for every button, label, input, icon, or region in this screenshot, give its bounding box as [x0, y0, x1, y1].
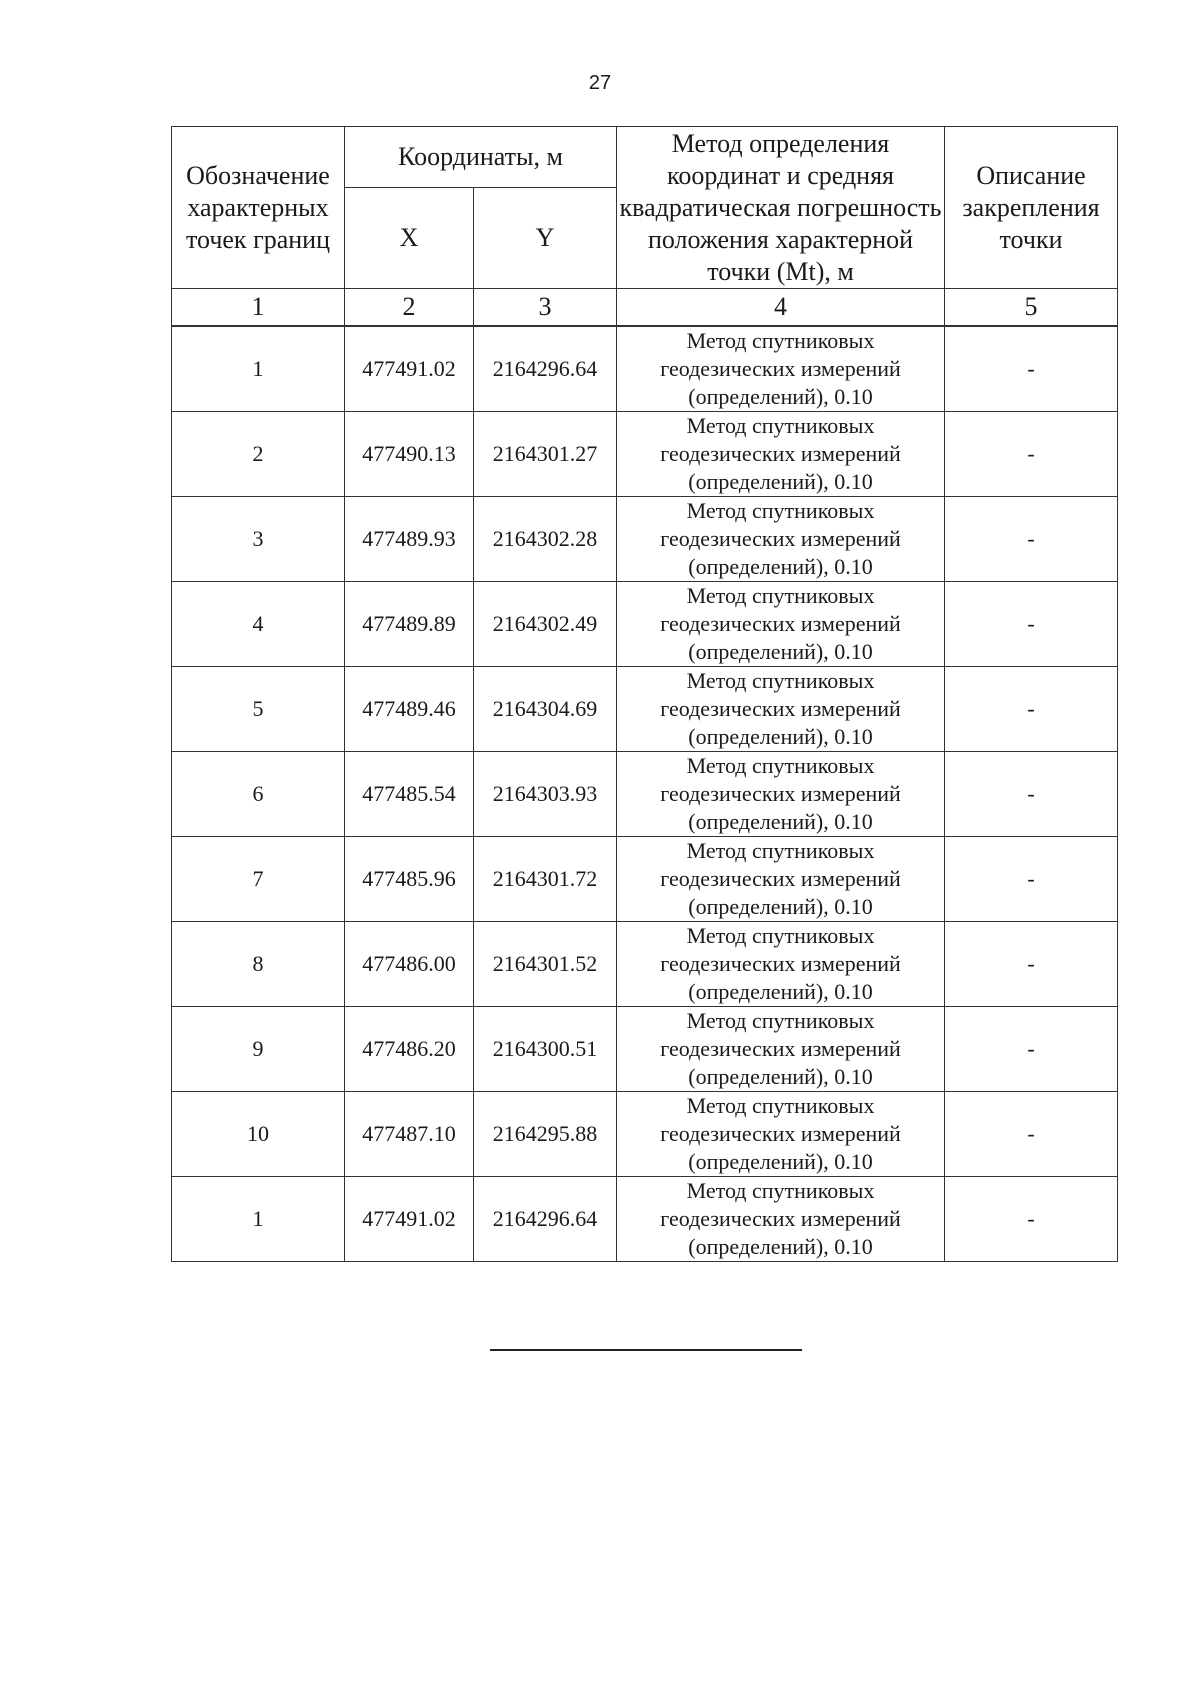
- method-cell: Метод спутниковых геодезических измерений (определений), 0.10: [617, 667, 945, 752]
- table-row: [172, 1177, 1118, 1262]
- header-method: Метод определения координат и средняя квадратическая погрешность положения характерной точки (Mt), м: [617, 127, 945, 289]
- table-row: [172, 497, 1118, 582]
- table-row: [172, 582, 1118, 667]
- point-cell: 10: [172, 1092, 345, 1177]
- point-cell: 9: [172, 1007, 345, 1092]
- point-cell: 3: [172, 497, 345, 582]
- table-row: [172, 1007, 1118, 1092]
- y-cell: 2164295.88: [474, 1092, 617, 1177]
- table-row: [172, 412, 1118, 497]
- y-cell: 2164296.64: [474, 1177, 617, 1262]
- method-cell: Метод спутниковых геодезических измерений (определений), 0.10: [617, 1092, 945, 1177]
- x-cell: 477489.89: [345, 582, 474, 667]
- description-cell: -: [945, 837, 1118, 922]
- y-cell: 2164303.93: [474, 752, 617, 837]
- x-cell: 477491.02: [345, 1177, 474, 1262]
- method-cell: Метод спутниковых геодезических измерений (определений), 0.10: [617, 412, 945, 497]
- description-cell: -: [945, 922, 1118, 1007]
- y-cell: 2164300.51: [474, 1007, 617, 1092]
- header-x: X: [345, 188, 474, 289]
- x-cell: 477486.00: [345, 922, 474, 1007]
- method-cell: Метод спутниковых геодезических измерений (определений), 0.10: [617, 1177, 945, 1262]
- column-number-row: [172, 289, 1118, 327]
- point-cell: 5: [172, 667, 345, 752]
- x-cell: 477491.02: [345, 326, 474, 412]
- table-row: [172, 922, 1118, 1007]
- column-number: 2: [345, 289, 474, 327]
- table-row: [172, 1092, 1118, 1177]
- column-number: 1: [172, 289, 345, 327]
- y-cell: 2164296.64: [474, 326, 617, 412]
- y-cell: 2164304.69: [474, 667, 617, 752]
- method-cell: Метод спутниковых геодезических измерений (определений), 0.10: [617, 582, 945, 667]
- method-cell: Метод спутниковых геодезических измерений (определений), 0.10: [617, 1007, 945, 1092]
- point-cell: 7: [172, 837, 345, 922]
- y-cell: 2164301.27: [474, 412, 617, 497]
- x-cell: 477485.54: [345, 752, 474, 837]
- method-cell: Метод спутниковых геодезических измерений (определений), 0.10: [617, 837, 945, 922]
- y-cell: 2164301.72: [474, 837, 617, 922]
- x-cell: 477486.20: [345, 1007, 474, 1092]
- point-cell: 1: [172, 1177, 345, 1262]
- description-cell: -: [945, 497, 1118, 582]
- x-cell: 477487.10: [345, 1092, 474, 1177]
- header-coordinates: Координаты, м: [345, 127, 617, 188]
- method-cell: Метод спутниковых геодезических измерений (определений), 0.10: [617, 326, 945, 412]
- description-cell: -: [945, 1177, 1118, 1262]
- page-number: 27: [588, 72, 612, 94]
- description-cell: -: [945, 326, 1118, 412]
- y-cell: 2164302.49: [474, 582, 617, 667]
- header-description: Описание закрепления точки: [945, 127, 1118, 289]
- table-row: [172, 837, 1118, 922]
- description-cell: -: [945, 667, 1118, 752]
- x-cell: 477485.96: [345, 837, 474, 922]
- x-cell: 477490.13: [345, 412, 474, 497]
- point-cell: 2: [172, 412, 345, 497]
- header-designation: Обозначение характерных точек границ: [172, 127, 345, 289]
- coordinates-table: [171, 126, 1118, 1262]
- column-number: 3: [474, 289, 617, 327]
- method-cell: Метод спутниковых геодезических измерений (определений), 0.10: [617, 922, 945, 1007]
- table-row: [172, 326, 1118, 412]
- method-cell: Метод спутниковых геодезических измерений (определений), 0.10: [617, 497, 945, 582]
- y-cell: 2164301.52: [474, 922, 617, 1007]
- description-cell: -: [945, 1092, 1118, 1177]
- method-cell: Метод спутниковых геодезических измерений (определений), 0.10: [617, 752, 945, 837]
- footer-divider: [490, 1349, 802, 1351]
- x-cell: 477489.46: [345, 667, 474, 752]
- y-cell: 2164302.28: [474, 497, 617, 582]
- description-cell: -: [945, 752, 1118, 837]
- description-cell: -: [945, 412, 1118, 497]
- header-row: [172, 127, 1118, 188]
- description-cell: -: [945, 1007, 1118, 1092]
- header-y: Y: [474, 188, 617, 289]
- description-cell: -: [945, 582, 1118, 667]
- point-cell: 6: [172, 752, 345, 837]
- point-cell: 1: [172, 326, 345, 412]
- column-number: 4: [617, 289, 945, 327]
- table-body: [172, 326, 1118, 1262]
- point-cell: 8: [172, 922, 345, 1007]
- point-cell: 4: [172, 582, 345, 667]
- table-row: [172, 667, 1118, 752]
- table-row: [172, 752, 1118, 837]
- x-cell: 477489.93: [345, 497, 474, 582]
- column-number: 5: [945, 289, 1118, 327]
